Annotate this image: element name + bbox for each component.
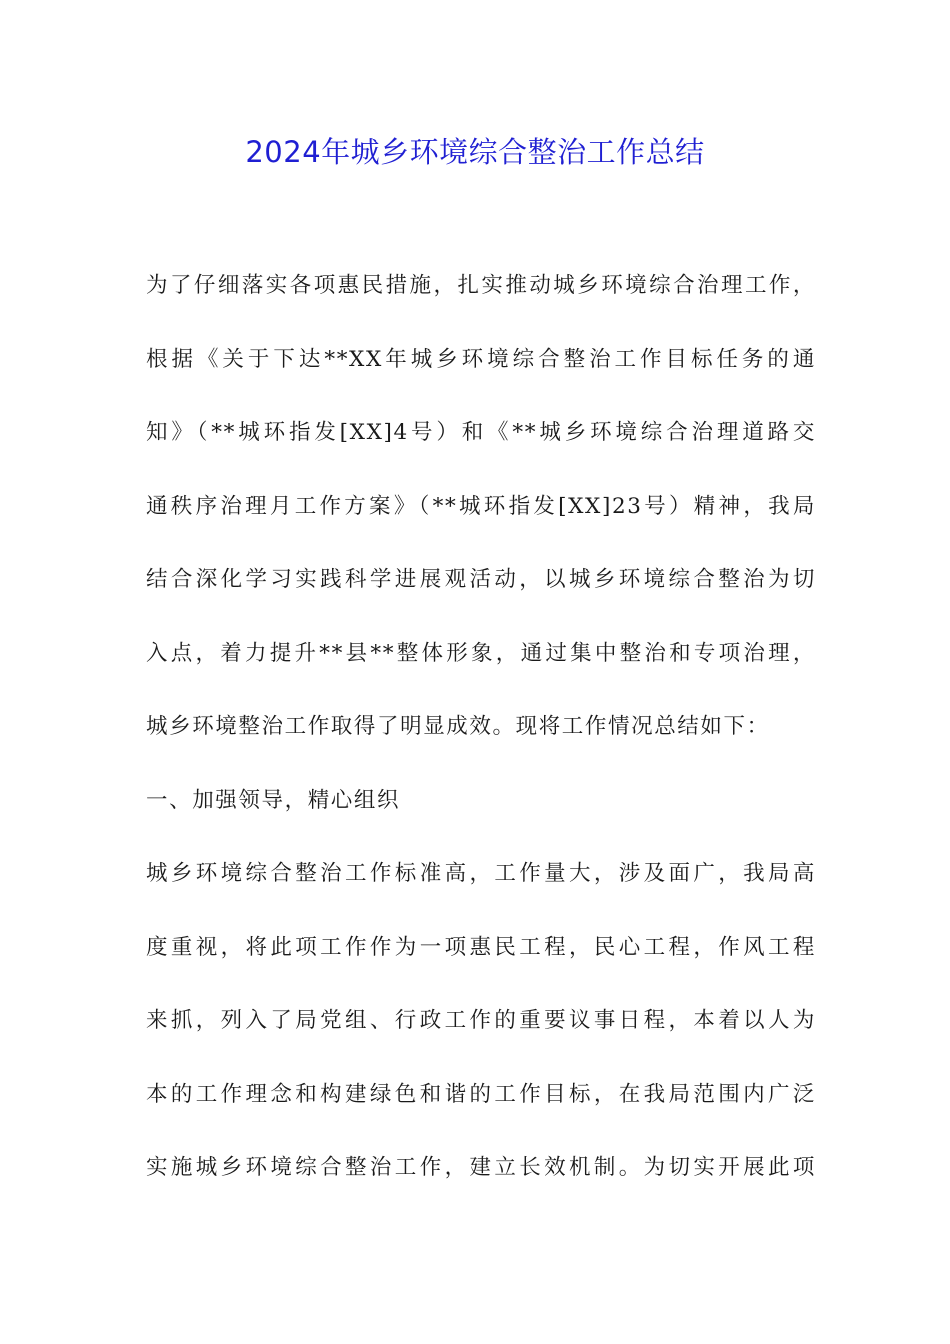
document-body xyxy=(146,258,816,1214)
paragraph-line: 为了仔细落实各项惠民措施，扎实推动城乡环境综合治理工作， xyxy=(146,273,816,298)
paragraph-line: 入点，着力提升**县**整体形象，通过集中整治和专项治理， xyxy=(146,640,816,666)
paragraph-line: 本的工作理念和构建绿色和谐的工作目标，在我局范围内广泛 xyxy=(146,1081,816,1107)
paragraph-line: 城乡环境整治工作取得了明显成效。现将工作情况总结如下： xyxy=(146,714,770,739)
paragraph-line: 度重视，将此项工作作为一项惠民工程，民心工程，作风工程 xyxy=(146,934,816,960)
section-heading: 一、加强领导，精心组织 xyxy=(146,787,401,813)
paragraph-line: 城乡环境综合整治工作标准高，工作量大，涉及面广，我局高 xyxy=(146,861,816,886)
paragraph-line: 根据《关于下达**XX年城乡环境综合整治工作目标任务的通 xyxy=(146,346,816,372)
paragraph-line: 结合深化学习实践科学进展观活动，以城乡环境综合整治为切 xyxy=(146,567,816,592)
paragraph-line: 知》（**城环指发[XX]4号）和《**城乡环境综合治理道路交 xyxy=(146,420,816,445)
document-title: 2024年城乡环境综合整治工作总结 xyxy=(245,135,705,169)
paragraph-line: 实施城乡环境综合整治工作，建立长效机制。为切实开展此项 xyxy=(146,1155,816,1180)
paragraph-line: 来抓，列入了局党组、行政工作的重要议事日程，本着以人为 xyxy=(146,1008,816,1033)
paragraph-line: 通秩序治理月工作方案》（**城环指发[XX]23号）精神，我局 xyxy=(146,493,816,519)
